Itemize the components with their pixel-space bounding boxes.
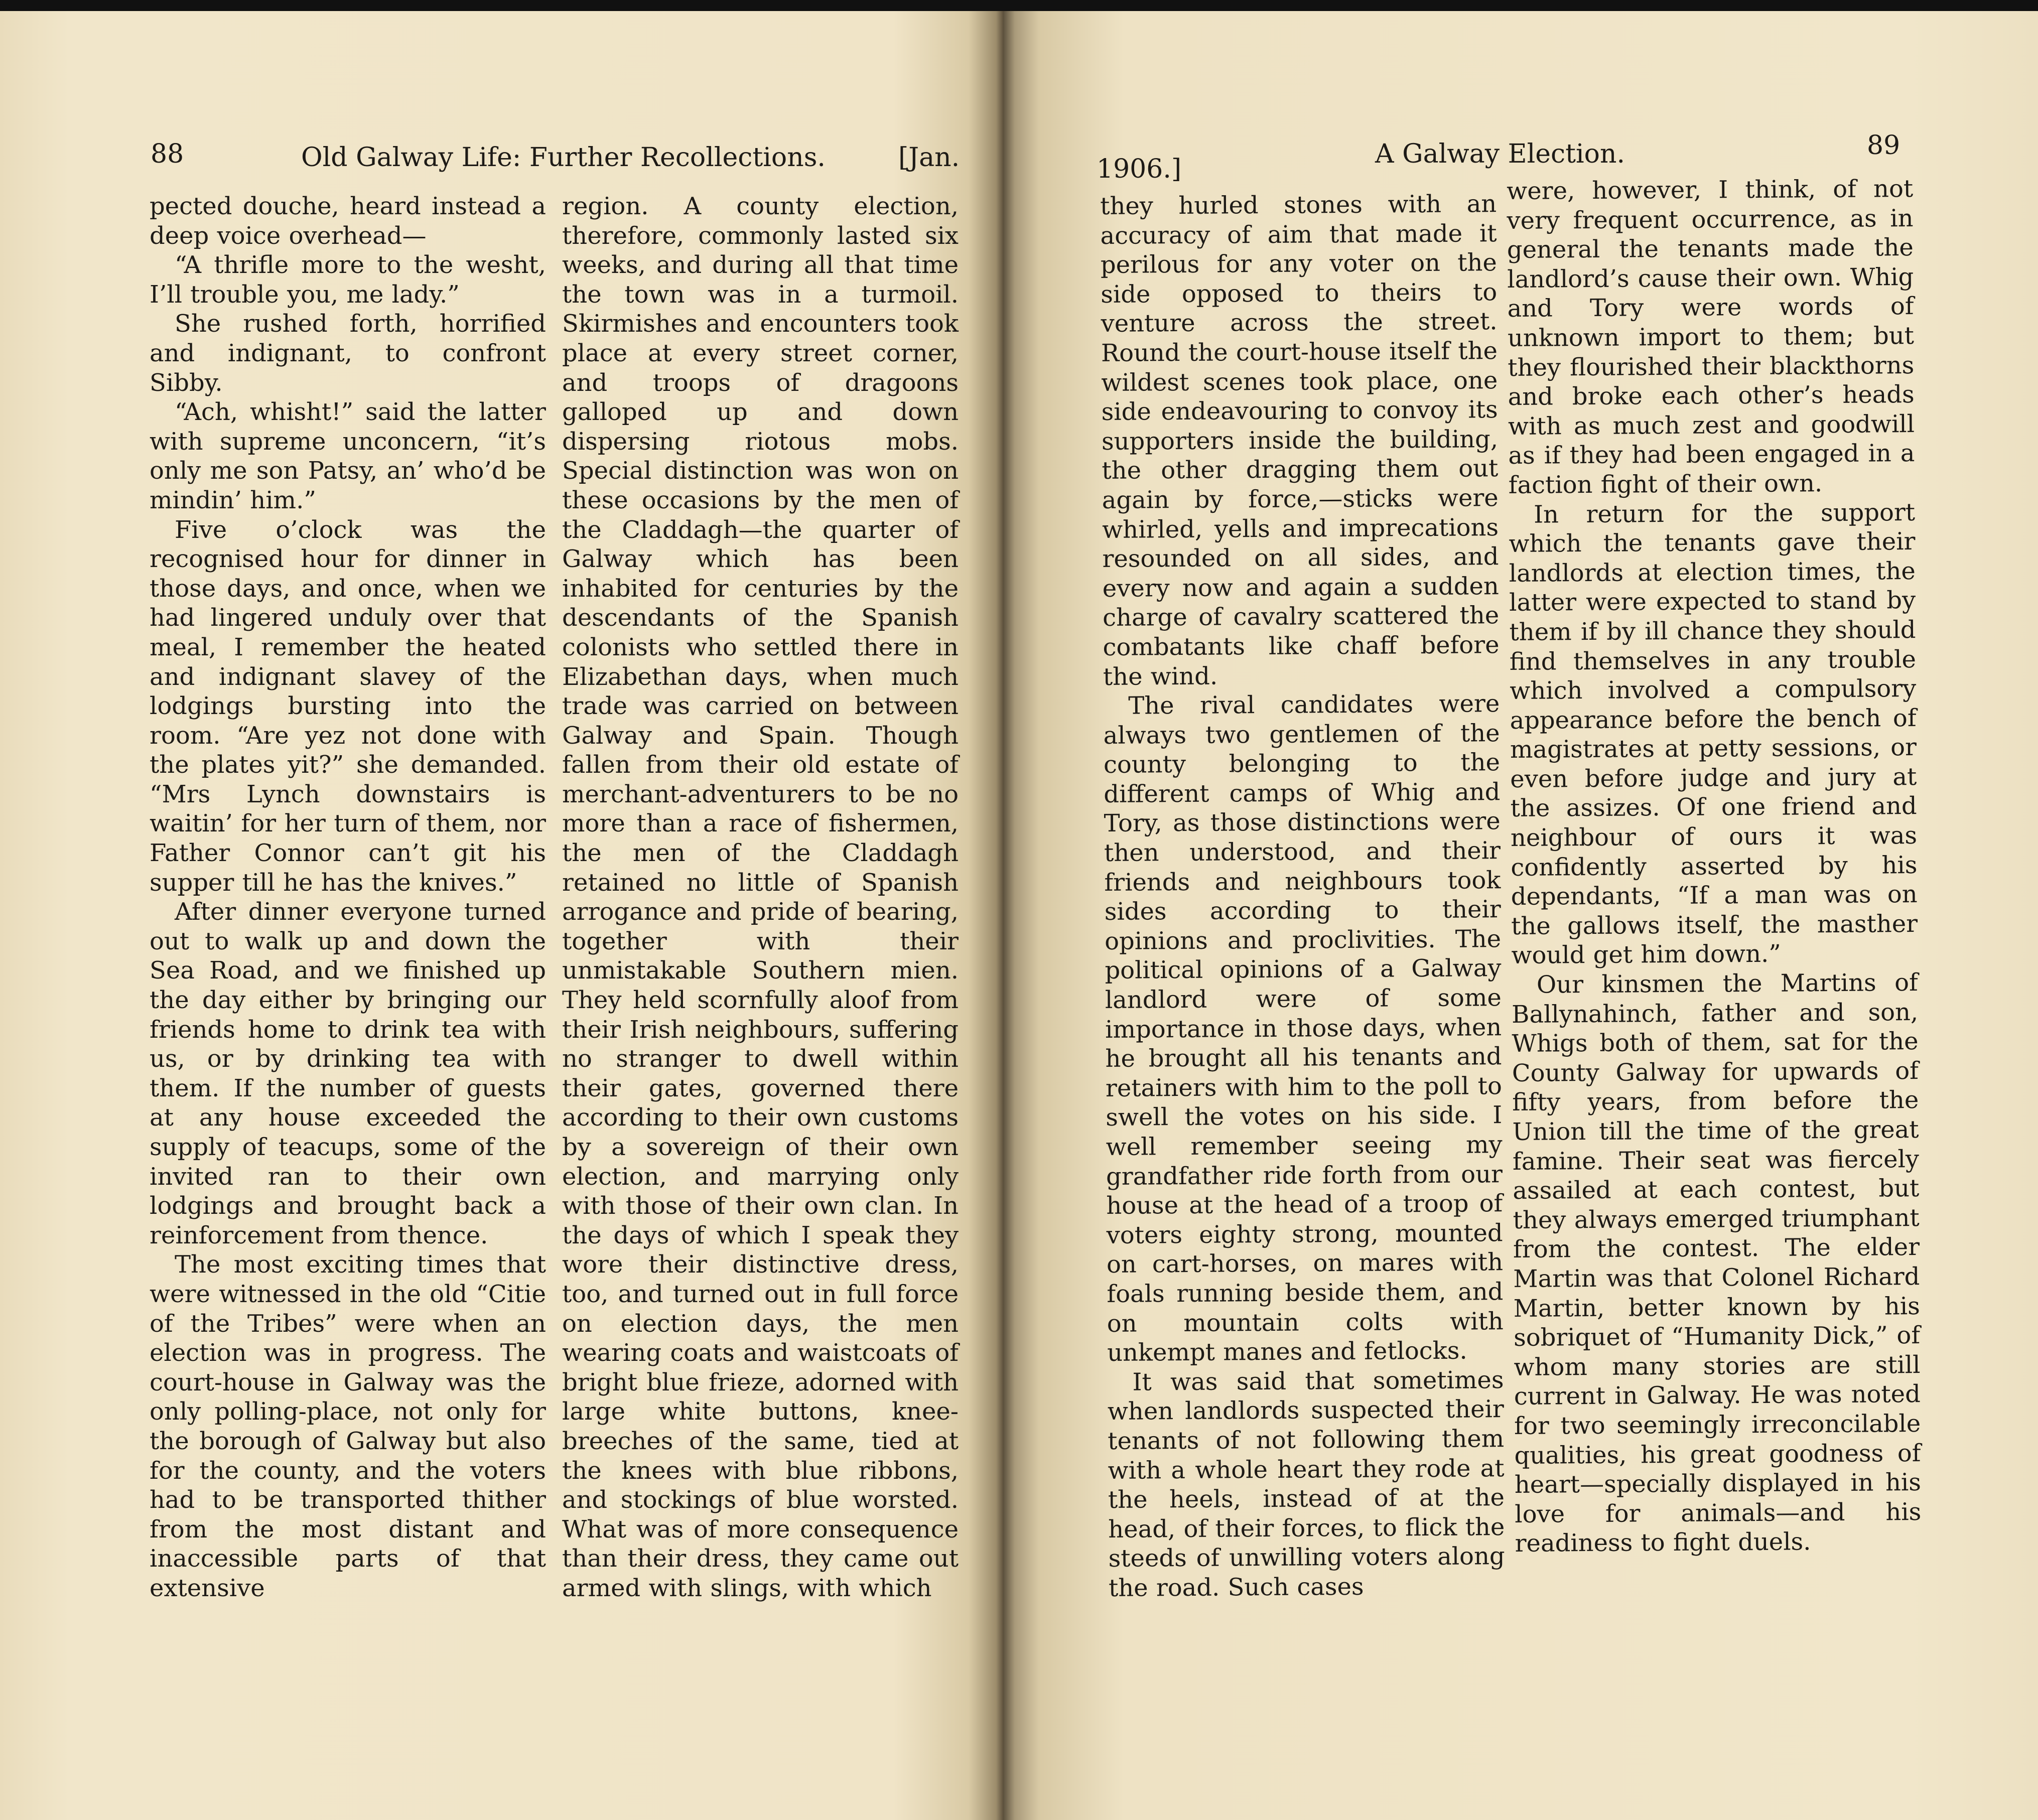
paragraph: She rushed forth, horrified and indignant, to confront Sibby.: [150, 310, 546, 397]
paragraph: After dinner everyone turned out to walk up and down the Sea Road, and we finished up the day either by bringing our friends home to drink tea with us, or by drinking tea with them. If the number of guests at any house exceeded the supply of teacups, some of the invited ran to their own lodgings and brought back a reinforcement from thence.: [150, 898, 546, 1249]
paragraph: pected douche, heard instead a deep voice overhead—: [150, 192, 546, 250]
paragraph: “Ach, whisht!” said the latter with supreme unconcern, “it’s only me son Patsy, an’ who’d be mindin’ him.”: [150, 398, 546, 514]
right-column-1: [1100, 189, 1505, 1603]
paragraph: In return for the support which the tenants gave their landlords at election times, the latter were expected to stand by them if by ill chance they should find themselves in any trouble which involved a compulsory appearance before the bench of magistrates at petty sessions, or even before judge and jury at the assizes. Of one friend and neighbour of ours it was confidently asserted by his dependants, “If a man was on the gallows itself, the masther would get him down.”: [1509, 498, 1918, 970]
paragraph: The rival candidates were always two gentlemen of the county belonging to the different camps of Whig and Tory, as those distinctions were then understood, and their friends and neighbours took sides according to their opinions and proclivities. The political opinions of a Galway landlord were of some importance in those days, when he brought all his tenants and retainers with him to the poll to swell the votes on his side. I well remember seeing my grandfather ride forth from our house at the head of a troop of voters eighty strong, mounted on cart-horses, on mares with foals running beside them, and on mountain colts with unkempt manes and fetlocks.: [1103, 689, 1504, 1367]
paragraph: were, however, I think, of not very frequent occurrence, as in general the tenants made the landlord’s cause their own. Whig and Tory were words of unknown import to them; but they flourished their blackthorns and broke each other’s heads with as much zest and goodwill as if they had been engaged in a faction fight of their own.: [1507, 175, 1915, 499]
paragraph: It was said that sometimes when landlords suspected their tenants of not following them with a whole heart they rode at the heels, instead of at the head, of their forces, to flick the steeds of unwilling voters along the road. Such cases: [1107, 1365, 1505, 1602]
paragraph: The most exciting times that were witnessed in the old “Citie of the Tribes” were when an election was in progress. The court-house in Galway was the only polling-place, not only for the borough of Galway but also for the county, and the voters had to be transported thither from the most distant and inaccessible parts of that extensive: [150, 1250, 546, 1602]
right-running-head: A Galway Election.: [1375, 139, 1625, 169]
left-running-head: Old Galway Life: Further Recollections.: [301, 143, 826, 173]
right-year-marker: 1906.]: [1097, 154, 1182, 184]
left-column-2: [562, 192, 959, 1603]
paragraph: “A thrifle more to the wesht, I’ll trouble you, me lady.”: [150, 251, 546, 309]
left-month-marker: [Jan.: [898, 143, 960, 173]
right-page: [1004, 0, 2038, 1820]
left-column-1: [150, 192, 546, 1603]
paragraph: region. A county election, therefore, commonly lasted six weeks, and during all that time the town was in a turmoil. Skirmishes and encounters took place at every street corner, and troops of dragoons galloped up and down dispersing riotous mobs. Special distinction was won on these occasions by the men of the Claddagh—the quarter of Galway which has been inhabited for centuries by the descendants of the Spanish colonists who settled there in Elizabethan days, when much trade was carried on between Galway and Spain. Though fallen from their old estate of merchant-adventurers to be no more than a race of fishermen, the men of the Claddagh retained no little of Spanish arrogance and pride of bearing, together with their unmistakable Southern mien. They held scornfully aloof from their Irish neighbours, suffering no stranger to dwell within their gates, governed there according to their own customs by a sovereign of their own election, and marrying only with those of their own clan. In the days of which I speak they wore their distinctive dress, too, and turned out in full force on election days, the men wearing coats and waistcoats of bright blue frieze, adorned with large white buttons, knee-breeches of the same, tied at the knees with blue ribbons, and stockings of blue worsted. What was of more consequence than their dress, they came out armed with slings, with which: [562, 192, 959, 1602]
left-page: [0, 0, 1004, 1820]
paragraph: they hurled stones with an accuracy of aim that made it perilous for any voter on the side opposed to theirs to venture across the street. Round the court-house itself the wildest scenes took place, one side endeavouring to convoy its supporters inside the building, the other dragging them out again by force,—sticks were whirled, yells and imprecations resounded on all sides, and every now and again a sudden charge of cavalry scattered the combatants like chaff before the wind.: [1100, 190, 1500, 691]
paragraph: Our kinsmen the Martins of Ballynahinch, father and son, Whigs both of them, sat for the County Galway for upwards of fifty years, from before the Union till the time of the great famine. Their seat was fiercely assailed at each contest, but they always emerged triumphant from the contest. The elder Martin was that Colonel Richard Martin, better known by his sobriquet of “Humanity Dick,” of whom many stories are still current in Galway. He was noted for two seemingly irreconcilable qualities, his great goodness of heart—specially displayed in his love for animals—and his readiness to fight duels.: [1512, 968, 1922, 1558]
right-column-2: [1507, 174, 1922, 1559]
left-page-number: 88: [151, 139, 184, 169]
right-page-number: 89: [1867, 130, 1900, 161]
paragraph: Five o’clock was the recognised hour for dinner in those days, and once, when we had lingered unduly over that meal, I remember the heated and indignant slavey of the lodgings bursting into the room. “Are yez not done with the plates yit?” she demanded. “Mrs Lynch downstairs is waitin’ for her turn of them, nor Father Connor can’t git his supper till he has the knives.”: [150, 515, 546, 897]
